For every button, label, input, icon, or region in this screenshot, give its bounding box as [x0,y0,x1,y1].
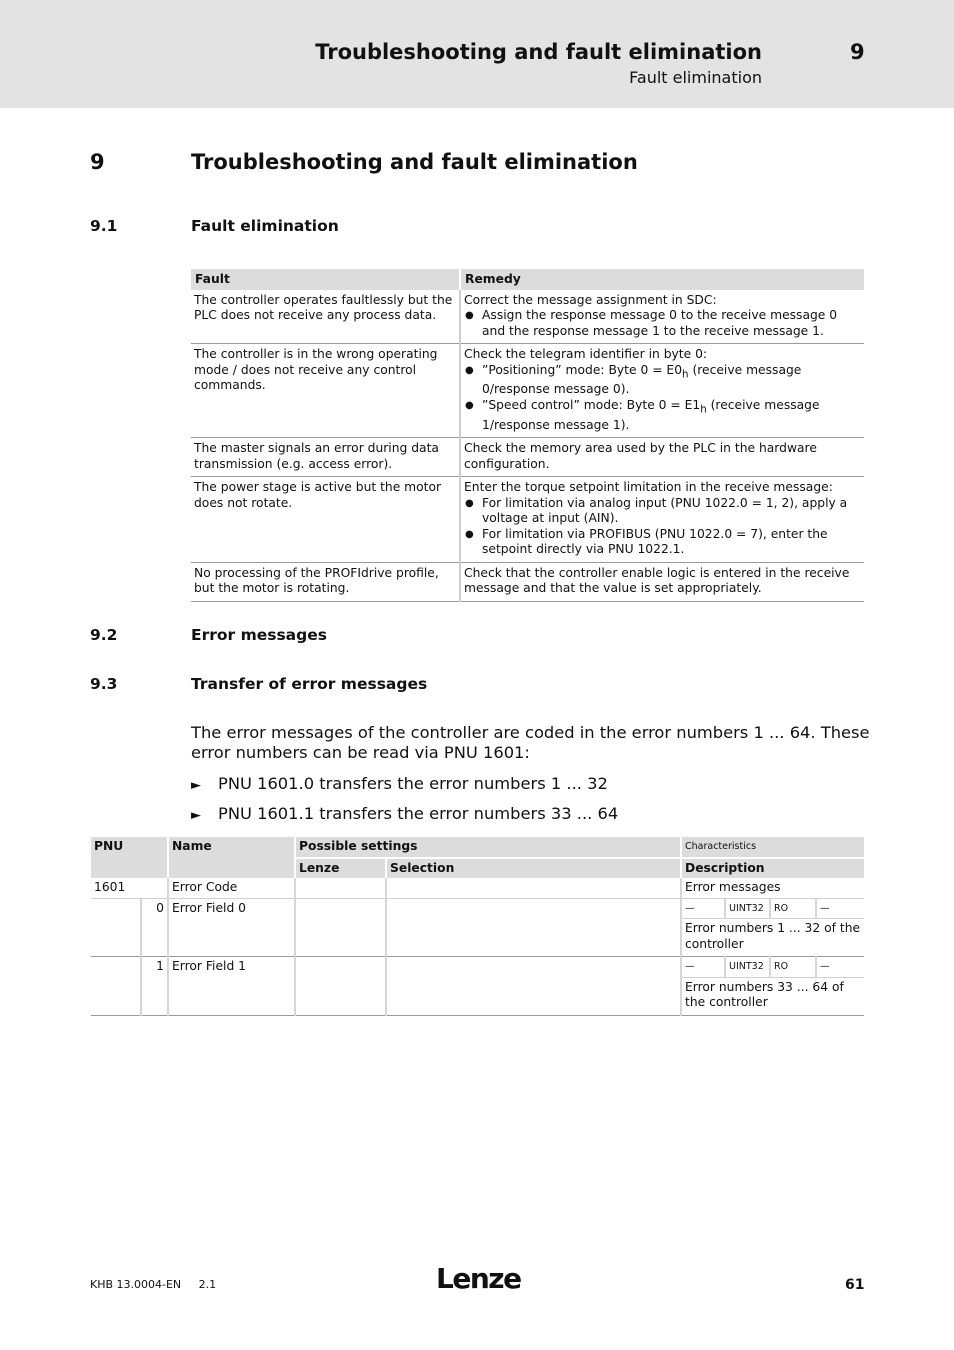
section-title: Fault elimination [191,217,339,235]
list-item: ● Assign the response message 0 to the receive message 0 and the response message 1 to the receive message 1. [464,308,861,339]
section-number: 9.2 [90,626,118,644]
arrow-right-icon: ► [191,778,201,793]
remedy-cell: Check the memory area used by the PLC in the hardware configuration. [460,438,864,477]
lenze-value [295,898,386,957]
table-row [91,898,864,919]
remedy-list [464,363,861,434]
fault-column-header: Fault [191,269,460,290]
table-row [91,957,864,978]
table-row [191,344,864,438]
description: Error numbers 33 ... 64 of the controller [681,977,864,1015]
fault-cell: The power stage is active but the motor does not rotate. [191,477,460,563]
subindex: 1 [141,957,168,1016]
list-item: ● For limitation via PROFIBUS (PNU 1022.0 = 7), enter the setpoint directly via PNU 1022.1. [464,527,861,558]
remedy-text: Check the telegram identifier in byte 0: [464,347,708,361]
lenze-value [295,957,386,1016]
parameter-name: Error Code [168,878,295,898]
list-item [464,363,861,398]
characteristics-header: Characteristics [681,837,864,858]
table-row [191,290,864,344]
fault-cell: The controller is in the wrong operating mode / does not receive any control commands. [191,344,460,438]
characteristic-value: — [681,957,725,978]
table-row [191,438,864,477]
chapter-title: Troubleshooting and fault elimination [191,150,638,174]
section-title: Transfer of error messages [191,675,428,693]
list-item-text: (receive message 1/response message 1). [482,397,820,432]
fault-table [191,269,864,602]
list-item-text: ”Speed control” mode: Byte 0 = E1 [482,397,701,412]
list-item [191,804,618,823]
description-column-header: Description [681,858,864,879]
characteristic-value: — [816,957,864,978]
pnu-number: 1601 [91,878,168,898]
lenze-logo: Lenze [436,1262,521,1295]
possible-settings-header: Possible settings [295,837,681,858]
header-chapter-number: 9 [850,40,865,64]
remedy-list [464,496,861,558]
document-number: KHB 13.0004-EN [90,1278,182,1291]
hex-subscript: h [700,403,707,416]
section-title: Error messages [191,626,327,644]
remedy-cell [460,290,864,344]
data-type: UINT32 [725,957,770,978]
remedy-text: Enter the torque setpoint limitation in the receive message: [464,480,833,495]
parameter-name: Error Field 0 [168,898,295,957]
selection-value [386,878,681,898]
lenze-value [295,878,386,898]
footer-document-id [90,1278,216,1291]
list-item [464,398,861,433]
characteristic-value: — [816,898,864,919]
list-item-text: PNU 1601.1 transfers the error numbers 33 ... 64 [218,804,619,823]
pnu-column-header: PNU [91,837,168,878]
fault-table-header [191,269,864,290]
remedy-list [464,308,861,339]
fault-cell: The master signals an error during data transmission (e.g. access error). [191,438,460,477]
name-column-header: Name [168,837,295,878]
section-number: 9.3 [90,675,118,693]
pnu-table-header [91,837,864,858]
access-type: RO [770,957,816,978]
list-item [191,774,608,793]
hex-subscript: h [682,367,689,380]
arrow-right-icon: ► [191,808,201,823]
table-row [191,562,864,601]
page-header [0,0,954,108]
list-item-text: ”Positioning” mode: Byte 0 = E0 [482,362,683,377]
table-row [191,477,864,563]
pnu-table [91,837,864,1016]
remedy-cell: Check that the controller enable logic is entered in the receive message and that the value is set appropriately. [460,562,864,601]
access-type: RO [770,898,816,919]
header-title: Troubleshooting and fault elimination [315,40,762,64]
parameter-name: Error Field 1 [168,957,295,1016]
section-number: 9.1 [90,217,118,235]
list-item-text: PNU 1601.0 transfers the error numbers 1 ... 32 [218,774,608,793]
data-type: UINT32 [725,898,770,919]
lenze-column-header: Lenze [295,858,386,879]
remedy-text: Correct the message assignment in SDC: [464,292,717,307]
header-subtitle: Fault elimination [629,68,762,87]
fault-cell: No processing of the PROFIdrive profile, but the motor is rotating. [191,562,460,601]
pnu-spacer [91,898,141,957]
intro-paragraph: The error messages of the controller are coded in the error numbers 1 ... 64. These error numbers can be read via PNU 1601: [191,723,870,762]
list-item-text: (receive message 0/response message 0). [482,362,802,397]
subindex: 0 [141,898,168,957]
description: Error messages [681,878,864,898]
table-row [91,878,864,898]
selection-column-header: Selection [386,858,681,879]
selection-value [386,898,681,957]
chapter-number: 9 [90,150,105,174]
list-item: ● For limitation via analog input (PNU 1022.0 = 1, 2), apply a voltage at input (AIN). [464,496,861,527]
remedy-cell [460,344,864,438]
pnu-spacer [91,957,141,1016]
document-version: 2.1 [198,1278,217,1291]
description: Error numbers 1 ... 32 of the controller [681,919,864,957]
selection-value [386,957,681,1016]
fault-cell: The controller operates faultlessly but the PLC does not receive any process data. [191,290,460,344]
page-number: 61 [845,1277,865,1293]
remedy-cell [460,477,864,563]
remedy-column-header: Remedy [460,269,864,290]
characteristic-value: — [681,898,725,919]
